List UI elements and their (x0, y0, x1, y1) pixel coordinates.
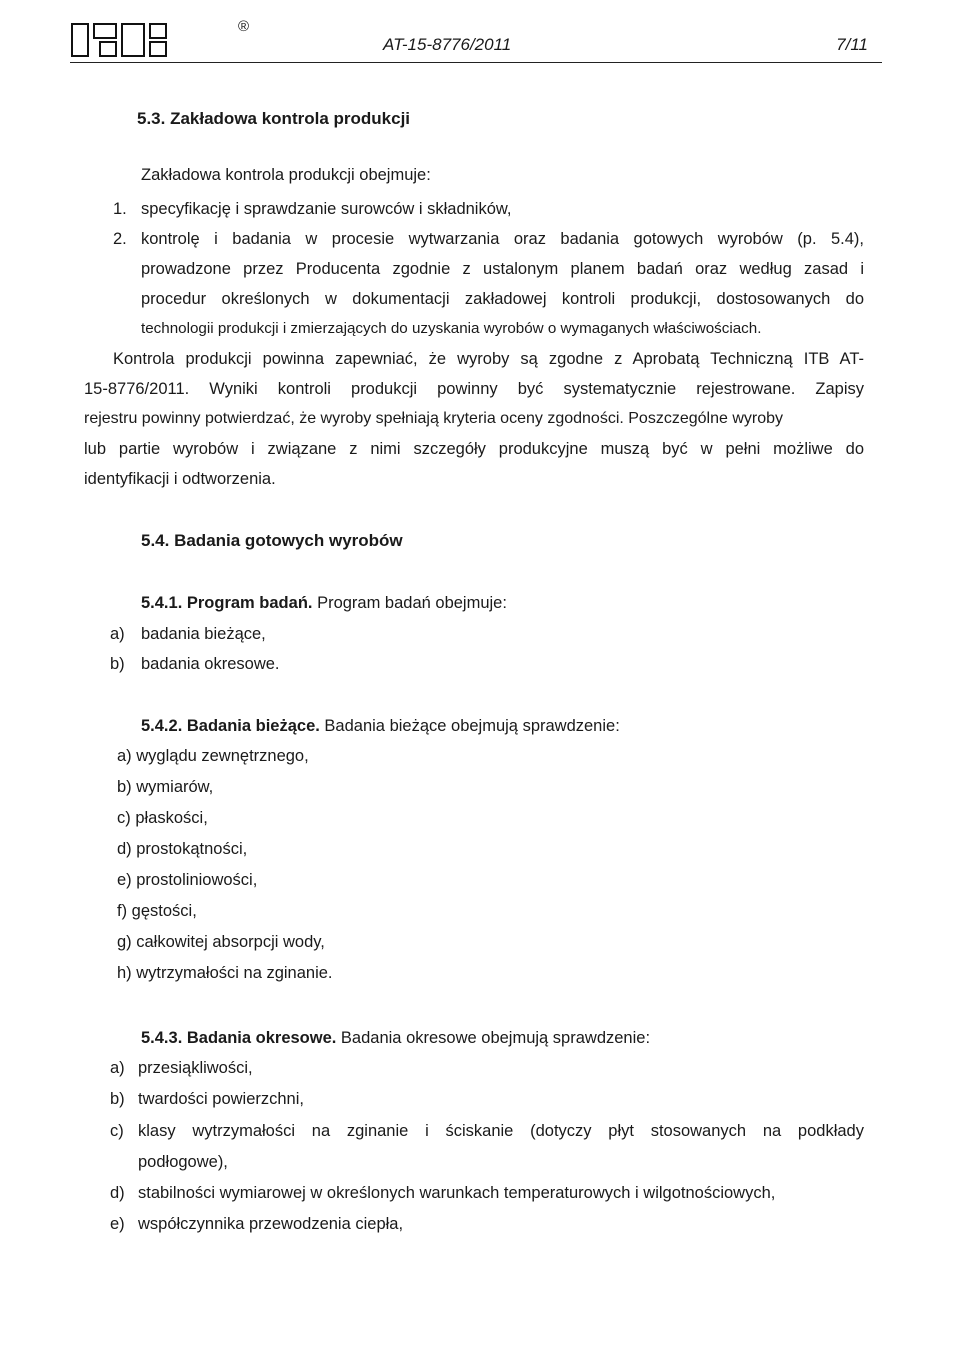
itb-logo (70, 22, 190, 58)
subsection-heading: 5.4.3. Badania okresowe. (141, 1029, 337, 1047)
list-item-continuation: prowadzone przez Producenta zgodnie z ustalonym planem badań oraz według zasad i (141, 260, 864, 278)
list-item: f) gęstości, (117, 902, 197, 920)
paragraph-line: lub partie wyrobów i związane z nimi szczegóły produkcyjne muszą być w pełni możliwe do (84, 440, 864, 458)
list-item: d) prostokątności, (117, 840, 248, 858)
subsection-text: Badania bieżące obejmują sprawdzenie: (319, 717, 620, 735)
paragraph-line: rejestru powinny potwierdzać, że wyroby spełniają kryteria oceny zgodności. Poszczególne wyroby (84, 410, 783, 427)
list-item: przesiąkliwości, (138, 1059, 253, 1077)
list-item: specyfikację i sprawdzanie surowców i składników, (141, 200, 512, 218)
list-item: badania bieżące, (141, 625, 266, 643)
subsection-5-4-1 (141, 593, 507, 613)
subsection-5-4-3 (141, 1028, 650, 1048)
list-item: stabilności wymiarowej w określonych warunkach temperaturowych i wilgotnościowych, (138, 1184, 776, 1202)
list-item: kontrolę i badania w procesie wytwarzania oraz badania gotowych wyrobów (p. 5.4), (141, 230, 864, 248)
list-item: badania okresowe. (141, 655, 280, 673)
list-letter: c) (110, 1122, 124, 1140)
list-letter: b) (110, 1090, 125, 1108)
list-item: a) wyglądu zewnętrznego, (117, 747, 309, 765)
section-title-5-4: 5.4. Badania gotowych wyrobów (141, 531, 403, 550)
list-number: 2. (113, 230, 127, 248)
list-letter: e) (110, 1215, 125, 1233)
page-header (70, 18, 882, 66)
paragraph-line: 15-8776/2011. Wyniki kontroli produkcji powinny być systematycznie rejestrowane. Zapisy (84, 380, 864, 398)
list-letter: d) (110, 1184, 125, 1202)
subsection-text: Program badań obejmuje: (312, 594, 507, 612)
paragraph-line: Kontrola produkcji powinna zapewniać, że wyroby są zgodne z Aprobatą Techniczną ITB AT- (113, 350, 864, 368)
page-number: 7/11 (836, 35, 868, 54)
list-item: twardości powierzchni, (138, 1090, 304, 1108)
subsection-5-4-2 (141, 716, 620, 736)
subsection-text: Badania okresowe obejmują sprawdzenie: (336, 1029, 651, 1047)
section-intro: Zakładowa kontrola produkcji obejmuje: (141, 166, 431, 184)
header-divider (70, 62, 882, 63)
list-item-continuation: podłogowe), (138, 1153, 228, 1171)
paragraph-line: identyfikacji i odtworzenia. (84, 470, 276, 488)
list-letter: b) (110, 655, 125, 673)
list-item-continuation: procedur określonych w dokumentacji zakładowej kontroli produkcji, dostosowanych do (141, 290, 864, 308)
list-item: g) całkowitej absorpcji wody, (117, 933, 325, 951)
registered-mark: ® (238, 18, 250, 35)
list-letter: a) (110, 625, 125, 643)
subsection-heading: 5.4.2. Badania bieżące. (141, 717, 320, 735)
list-item: c) płaskości, (117, 809, 208, 827)
document-id: AT-15-8776/2011 (383, 35, 512, 54)
list-item: b) wymiarów, (117, 778, 214, 796)
list-number: 1. (113, 200, 127, 218)
list-item-continuation: technologii produkcji i zmierzających do uzyskania wyrobów o wymaganych właściwościach. (141, 320, 762, 337)
subsection-heading: 5.4.1. Program badań. (141, 594, 313, 612)
list-item: współczynnika przewodzenia ciepła, (138, 1215, 404, 1233)
section-title-5-3: 5.3. Zakładowa kontrola produkcji (137, 109, 411, 128)
list-item: klasy wytrzymałości na zginanie i ściskanie (dotyczy płyt stosowanych na podkłady (138, 1122, 864, 1140)
list-item: h) wytrzymałości na zginanie. (117, 964, 333, 982)
list-letter: a) (110, 1059, 125, 1077)
list-item: e) prostoliniowości, (117, 871, 258, 889)
